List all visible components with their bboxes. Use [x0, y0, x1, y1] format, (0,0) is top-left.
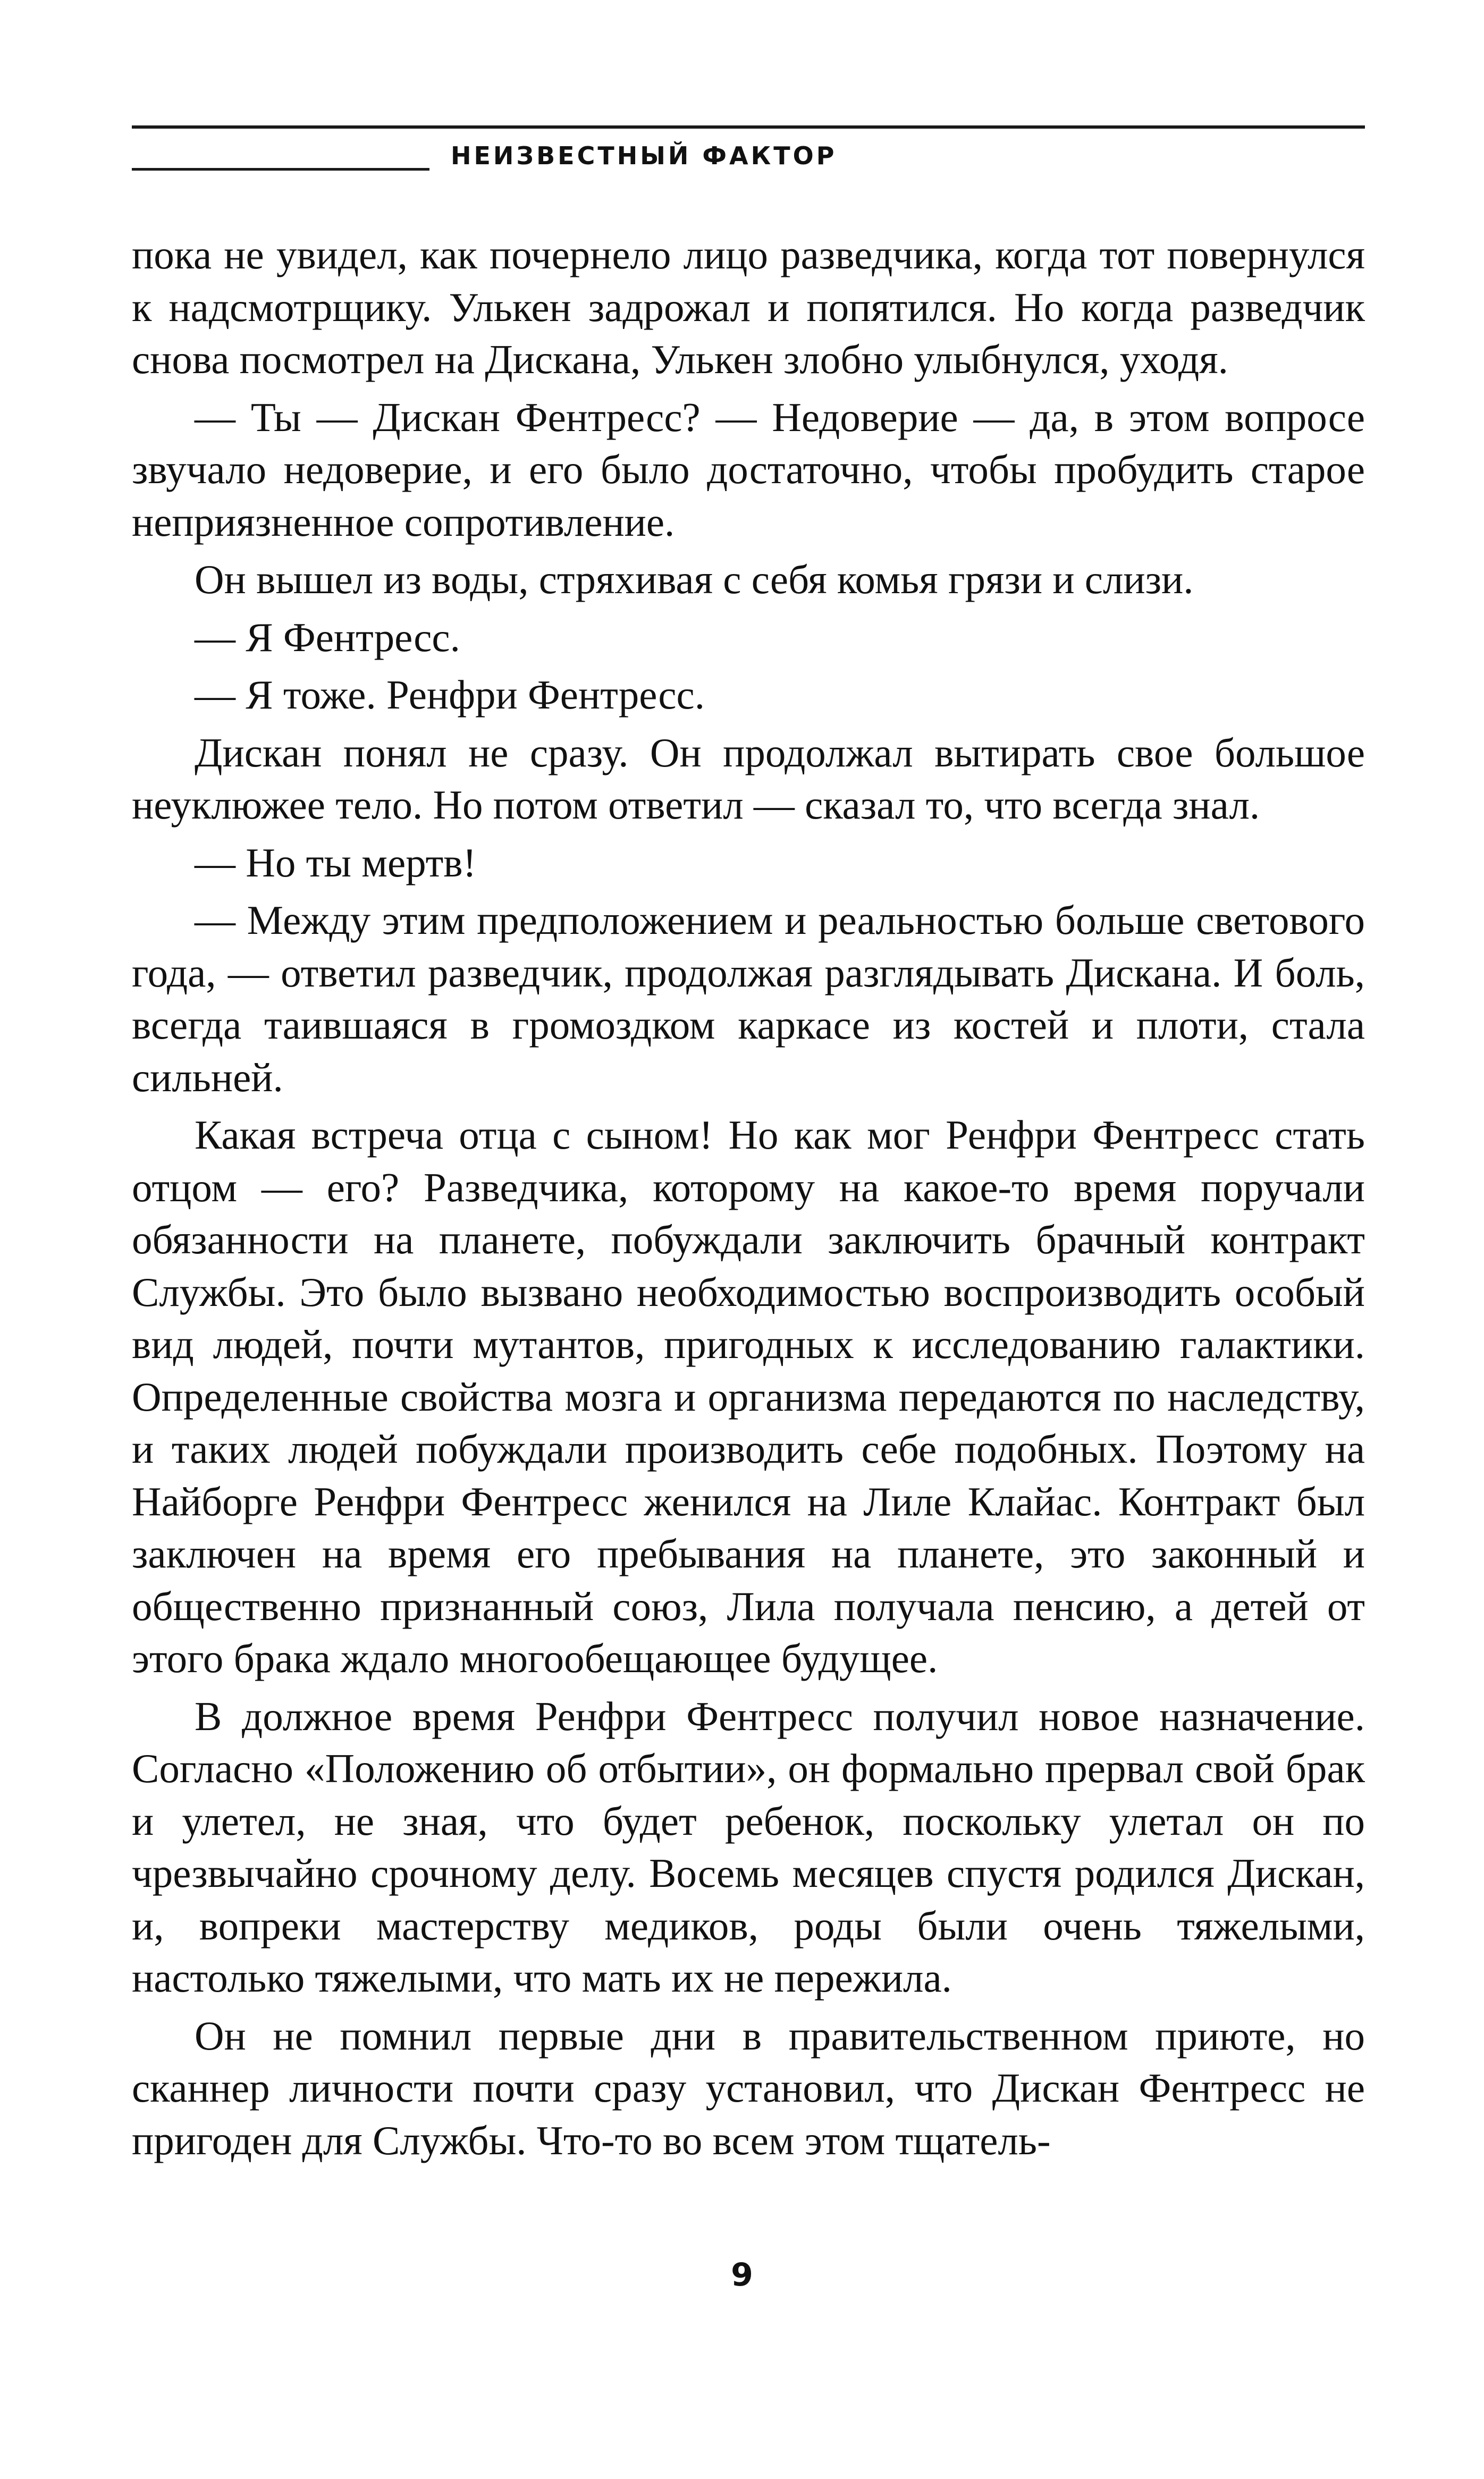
paragraph-7: — Но ты мертв! [195, 839, 477, 886]
paragraph-1: пока не увидел, как почернело лицо разведчика, когда тот повернулся к надсмотрщику. Улькен задрожал и попятился. Но когда разведчик снова посмотрел на Дискана, Улькен злобно улыбнулся, уходя. [132, 232, 1365, 382]
header-top-rule [132, 125, 1365, 129]
paragraph-6: Дискан понял не сразу. Он продолжал вытирать свое большое неуклюжее тело. Но потом ответил — сказал то, что всегда знал. [132, 729, 1365, 828]
page-header [132, 137, 1365, 174]
paragraph-8: — Между этим предположением и реальностью больше светового года, — ответил разведчик, продолжая разглядывать Дискана. И боль, всегда таившаяся в громоздком каркасе из костей и плоти, стала сильней. [132, 897, 1365, 1100]
paragraph-2: — Ты — Дискан Фентресс? — Недоверие — да, в этом вопросе звучало недоверие, и его было достаточно, чтобы пробудить старое неприязненное сопротивление. [132, 394, 1365, 545]
header-underline [132, 168, 429, 171]
paragraph-9: Какая встреча отца с сыном! Но как мог Ренфри Фентресс стать отцом — его? Разведчика, которому на какое-то время поручали обязанности на планете, побуждали заключить брачный контракт Службы. Это было вызвано необходимостью воспроизводить особый вид людей, почти мутантов, пригодных к исследованию галактики. Определенные свойства мозга и организма передаются по наследству, и таких людей побуждали производить себе подобных. Поэтому на Найборге Ренфри Фентресс женился на Лиле Клайас. Контракт был заключен на время его пребывания на планете, это законный и общественно признанный союз, Лила получала пенсию, а детей от этого брака ждало многообещающее будущее. [132, 1112, 1365, 1681]
body-text [132, 229, 1365, 2172]
page-number: 9 [731, 2256, 753, 2294]
running-head: НЕИЗВЕСТНЫЙ ФАКТОР [451, 141, 837, 170]
paragraph-3: Он вышел из воды, стряхивая с себя комья грязи и слизи. [195, 556, 1194, 602]
paragraph-5: — Я тоже. Ренфри Фентресс. [195, 672, 705, 718]
paragraph-4: — Я Фентресс. [195, 614, 460, 660]
paragraph-11: Он не помнил первые дни в правительственном приюте, но сканнер личности почти сразу установил, что Дискан Фентресс не пригоден для Службы. Что-то во всем этом тщатель- [132, 2012, 1365, 2163]
paragraph-10: В должное время Ренфри Фентресс получил новое назначение. Согласно «Положению об отбытии», он формально прервал свой брак и улетел, не зная, что будет ребенок, поскольку улетал он по чрезвычайно срочному делу. Восемь месяцев спустя родился Дискан, и, вопреки мастерству медиков, роды были очень тяжелыми, настолько тяжелыми, что мать их не пережила. [132, 1693, 1365, 2001]
